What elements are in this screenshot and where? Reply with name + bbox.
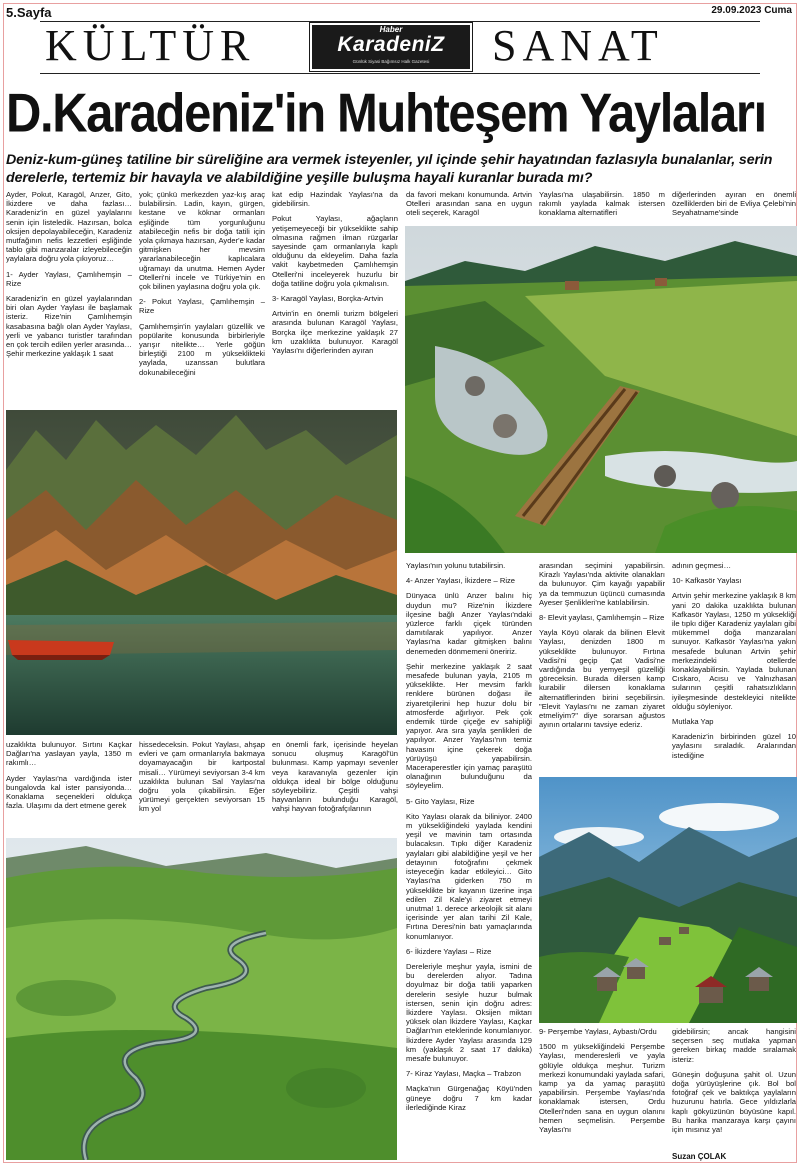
issue-date: 29.09.2023 Cuma (711, 5, 792, 16)
article-paragraph: 1500 m yüksekliğindeki Perşembe Yaylası, mendereslerli ve yayla gölüyle oldukça meşhur. Turizm merkezi konumundaki yaylada safari, kamp ya da yamaç paraşütü yapabilirsin. Perşembe Yaylası'nda konaklamak istersen, Ordu Otelleri'nden sana en uygun olanını hemen seçmelisin. Perşembe Yaylası'nı (539, 1042, 665, 1135)
header-rule-bottom (40, 73, 760, 74)
article-paragraph: 7- Kiraz Yaylası, Maçka – Trabzon (406, 1069, 521, 1079)
article-paragraph: 3- Karagöl Yaylası, Borçka-Artvin (272, 294, 384, 304)
meandering-river-photo (6, 838, 397, 1160)
article-paragraph: Çamlıhemşin'in yaylaları güzellik ve popülarite konusunda birbirleriyle yarışır nitelikte… Yerle göğün birleştiği 2100 m yükseklikteki yaylada, uzanssan bulutlara dokunabileceğini (139, 321, 265, 377)
page-number: 5.Sayfa (6, 5, 52, 20)
column-1-mid (6, 740, 132, 840)
article-paragraph: Ayder, Pokut, Karagöl, Anzer, Gito, İkizdere ve daha fazlası… Karadeniz'in en güzel yaylalarını senin için listeledik. Hazırsan, bolca oksijen depolayabileceğin, Karadeniz mutfağının nefis lezzetleri eşliğinde tablo gibi manzaralar izleyebileceğin yaylalara doğru yola çıkıyoruz… (6, 190, 132, 264)
article-paragraph: gidebilirsin; ancak hangisini seçersen seç mutlaka yapman gereken birkaç madde sıralamak isteriz: (672, 1027, 796, 1064)
newspaper-logo (310, 23, 472, 71)
article-paragraph: hissedeceksin. Pokut Yaylası, ahşap evleri ve çam ormanlarıyla bakmaya doyamayacağın bir kartpostal misali… Yürümeyi seviyorsan 3-4 km uzaklıkta bulunan Sal Yaylası'na doğru yola çıkabilirsin. Eğer yürümeyi gerçekten seviyorsan 15 km yol (139, 740, 265, 814)
column-6-low (672, 561, 796, 775)
wooden-bridge-stream-photo (405, 226, 797, 553)
mountain-village-photo (539, 777, 797, 1023)
column-3-mid (272, 740, 398, 840)
article-paragraph: Yaylası'na ulaşabilirsin. 1850 m rakımlı yaylada kalmak istersen konaklama alternatifleri (539, 190, 665, 218)
article-paragraph: Güneşin doğuşuna şahit ol. Uzun doğa yürüyüşlerine çık. Bol bol fotoğraf çek ve baktıkça yaylaların huzurunu hatırla. Gece yıldızlarla kaplı gökyüzünün büyüsüne kapıl. Bu harika manzaraya karşı çayını için mısınız ya! (672, 1069, 796, 1135)
article-paragraph: 10- Kafkasör Yaylası (672, 576, 742, 586)
column-4-top (406, 190, 532, 222)
article-paragraph: 1- Ayder Yaylası, Çamlıhemşin – Rize (6, 269, 132, 288)
article-paragraph: Artvin'in en önemli turizm bölgeleri arasında bulunan Karagöl Yaylası, Borçka ilçe merkezine yaklaşık 27 km uzaklıkta bulunuyor. Karagöl Yaylası'nı diğerlerinden ayıran (272, 309, 398, 356)
article-paragraph: 2- Pokut Yaylası, Çamlıhemşin – Rize (139, 297, 265, 316)
article-paragraph: 4- Anzer Yaylası, İkizdere – Rize (406, 576, 516, 586)
article-paragraph: diğerlerinden ayıran en önemli özelliklerden biri de Evliya Çelebi'nin Seyahatname'sinde (672, 190, 796, 218)
article-paragraph: Ayder Yaylası'na vardığında ister bungalovda kal ister pansiyonda… Konaklama seçenekleri oldukça fazla. Ulaşımı da dert etmene gerek (6, 773, 132, 811)
article-paragraph: kat edip Hazindak Yaylası'na da gidebilirsin. (272, 190, 398, 209)
section-title-right: SANAT (492, 21, 664, 70)
headline: D.Karadeniz'in Muhteşem Yaylaları (6, 83, 766, 144)
article-paragraph: 9- Perşembe Yaylası, Aybastı/Ordu (539, 1027, 657, 1036)
subheadline: Deniz-kum-güneş tatiline bir süreliğine ara vermek isteyenler, yıl içinde şehir hayatından fazlasıyla bunalanlar, serin derelerle, tertemiz bir havayla ve alabildiğine yeşille buluşma hayali kuranlar burada mı? (6, 152, 773, 186)
lake-forest-photo (6, 410, 397, 735)
article-paragraph: 8- Elevit yaylası, Çamlıhemşin – Rize (539, 613, 665, 623)
column-2-mid (139, 740, 265, 840)
article-paragraph: da favori mekanı konumunda. Artvin Otelleri arasından sana en uygun oteli seçerek, Karagöl (406, 190, 532, 218)
article-paragraph: Maçka'nın Gürgenağaç Köyü'nden güneye doğru 7 km kadar ilerlediğinde Kiraz (406, 1084, 532, 1112)
section-title-left: KÜLTÜR (45, 21, 256, 70)
column-5-low (539, 561, 665, 769)
column-5-top (539, 190, 665, 222)
column-6-bottom (672, 1027, 796, 1151)
logo-top-text: Haber (379, 25, 403, 34)
article-paragraph: uzaklıkta bulunuyor. Sırtını Kaçkar Dağları'na yaslayan yayla, 1350 m rakımlı… (6, 740, 132, 768)
article-paragraph: 6- İkizdere Yaylası – Rize (406, 946, 492, 956)
article-paragraph: Yaylası'nın yolunu tutabilirsin. (406, 561, 506, 570)
column-3-top (272, 190, 398, 405)
article-paragraph: Dünyaca ünlü Anzer balını hiç duydun mu? Rize'nin İkizdere ilçesine bağlı Anzer Yaylası'ndaki yüzlerce farklı çiçek türünden damıtılarak yapılıyor. Anzer Yaylası'na kadar gitmişken balını denemeden dönmemeni öneririz. (406, 591, 532, 656)
column-1-top (6, 190, 132, 405)
article-paragraph: arasından seçimini yapabilirsin. Kirazlı Yaylası'nda aktivite olanakları da bulunuyor. Çim kayağı yapabilir ya da temmuzun üçüncü cumasında Ayeser Şenlikleri'ne katılabilirsin. (539, 561, 665, 607)
article-paragraph: Artvin şehir merkezine yaklaşık 8 km yani 20 dakika uzaklıkta bulunan Kafkasör Yaylası, 1250 m yüksekliği ile tıpkı diğer Karadeniz yaylaları gibi mükemmel doğa manzaraları sunuyor. Kafkasör Yaylası'na yakın mesafede bulunan Artvin şehir merkezindeki otellerde konaklayabilirsin. Yaylada bulunan Cıskaro, Acısu ve Yalnızhasan sularının çeşitli rahatsızlıkların iyileşmesinde destekleyici nitelikte olduğu söyleniyor. (672, 591, 796, 711)
logo-main-text: KaradeniZ (337, 33, 445, 56)
article-paragraph: en önemli fark, içerisinde heyelan sonucu oluşmuş Karagöl'ün bulunması. Kamp yapmayı sevenler veya karavanıyla gezenler için oldukça ideal bir bölge olduğunu söyleyebiliriz. Çeşitli vahşi hayvanların bulunduğu Karagöl, vahşi hayvan fotoğrafçılarının (272, 740, 398, 814)
article-paragraph: Kito Yaylası olarak da biliniyor. 2400 m yüksekliğindeki yaylada kendini yeşil ve mavinin tam ortasında bulacaksın. Tıpkı diğer Karadeniz yaylaları gibi alabildiğine yeşil ve her detayının fotoğrafını çekmek isteyeceğin kadar etkileyici… Gito Yaylası'na giderken 750 m yükseklikte bir kayanın üzerine inşa edilen Zil Kale'yi ziyaret etmeyi unutma! 1. derece arkeolojik sit alanı içerisinde yer alan tarihi Zil Kale, Fırtına Deresi'nin batı yamaçlarında konumlanıyor. (406, 811, 532, 941)
article-paragraph: Dereleriyle meşhur yayla, ismini de bu derelerden alıyor. Tadına doyulmaz bir doğa tatili yaparken derelerin sesiyle huzur bulmak istersen, senin için doğru adres: İkizdere Yaylası. Oksijen miktarı yüksek olan İkizdere Yaylası, Kaçkar Dağları'nın eteklerinde konumlanıyor. İkizdere Ayder Yaylası arasında 129 km (yaklaşık 2 saat 17 dakika) mesafe bulunuyor. (406, 961, 532, 1063)
column-6-top (672, 190, 796, 222)
column-2-top (139, 190, 265, 405)
article-paragraph: Karadeniz'in en güzel yaylalarından biri olan Ayder Yaylası ile başlamak isteriz. Rize'nin Çamlıhemşin kasabasına bağlı olan Ayder Yaylası, yerli ve yabancı turistler tarafından en çok tercih edilen yerler arasında… Şehir merkezine yaklaşık 1 saat (6, 294, 132, 359)
article-paragraph: Şehir merkezine yaklaşık 2 saat mesafede bulunan yayla, 2105 m yükseklikte. Her mevsim farklı renklere bürünen doğası ile ziyaretçilerini hep huzur dolu bir atmosferde ağırlıyor. Pek çok endemik türde çiçeğe ev sahipliği yapıyor. Ara sıra yayla şenlikleri de yapılıyor. Anzer Yaylası'nın temiz havasını içine çekerek doğa yürüyüşü yapabilirsin. Maceraperestler için yamaç paraşütü olanağının bulunduğunu da söyleyelim. (406, 661, 532, 791)
column-4-low (406, 561, 532, 1161)
author-name: Suzan ÇOLAK (672, 1152, 727, 1161)
article-paragraph: Yayla Köyü olarak da bilinen Elevit Yaylası, denizden 1800 m yükseklikte bulunuyor. Fırtına Vadisi'ni geçip Çat Vadisi'ne vardığında bu yemyeşil güzelliği göreceksin. Burada dilersen kamp kurabilir dilersen konaklama alternatiflerinden birini seçebilirsin. "Elevit Yaylası'nı ne zaman ziyaret etmeliyim?" diye sorarsan ağustos ayının ortalarını tavsiye ederiz. (539, 628, 665, 730)
article-paragraph: Mutlaka Yap (672, 717, 714, 727)
article-paragraph: Karadeniz'in birbirinden güzel 10 yaylasını sıraladık. Aralarından istediğine (672, 732, 796, 760)
article-paragraph: adının geçmesi… (672, 561, 732, 570)
logo-tagline: Günlük Siyasi Bağımsız Halk Gazetesi (352, 59, 430, 64)
article-paragraph: Pokut Yaylası, ağaçların yetişemeyeceği bir yükseklikte sahip olmasına rağmen ilman rüzgarlar sayesinde çam ormanlarıyla kaplı olduğunu da ekleyelim. Daha fazla vakit kaybetmeden Çamlıhemşin Otelleri'ni inceleyerek huzurlu bir doğa tatiline doğru yola çıkmalısın. (272, 214, 398, 288)
column-5-bottom (539, 1027, 665, 1161)
article-paragraph: yok; çünkü merkezden yaz-kış araç bulabilirsin. Ladin, kayın, gürgen, kestane ve köknar ormanları eşliğinde tüm yorgunluğunu atabileceğin nefis bir doğa tatili için yola çıkmaya hazırsan, Ayder'e kadar gitmişken her mevsim yararlanabileceğin kaplıcalara uğramayı da unutma. Hemen Ayder Otelleri'ni incele ve Türkiye'nin en çok bilinen yaylasına doğru yola çık. (139, 190, 265, 292)
article-paragraph: 5- Gito Yaylası, Rize (406, 796, 475, 806)
